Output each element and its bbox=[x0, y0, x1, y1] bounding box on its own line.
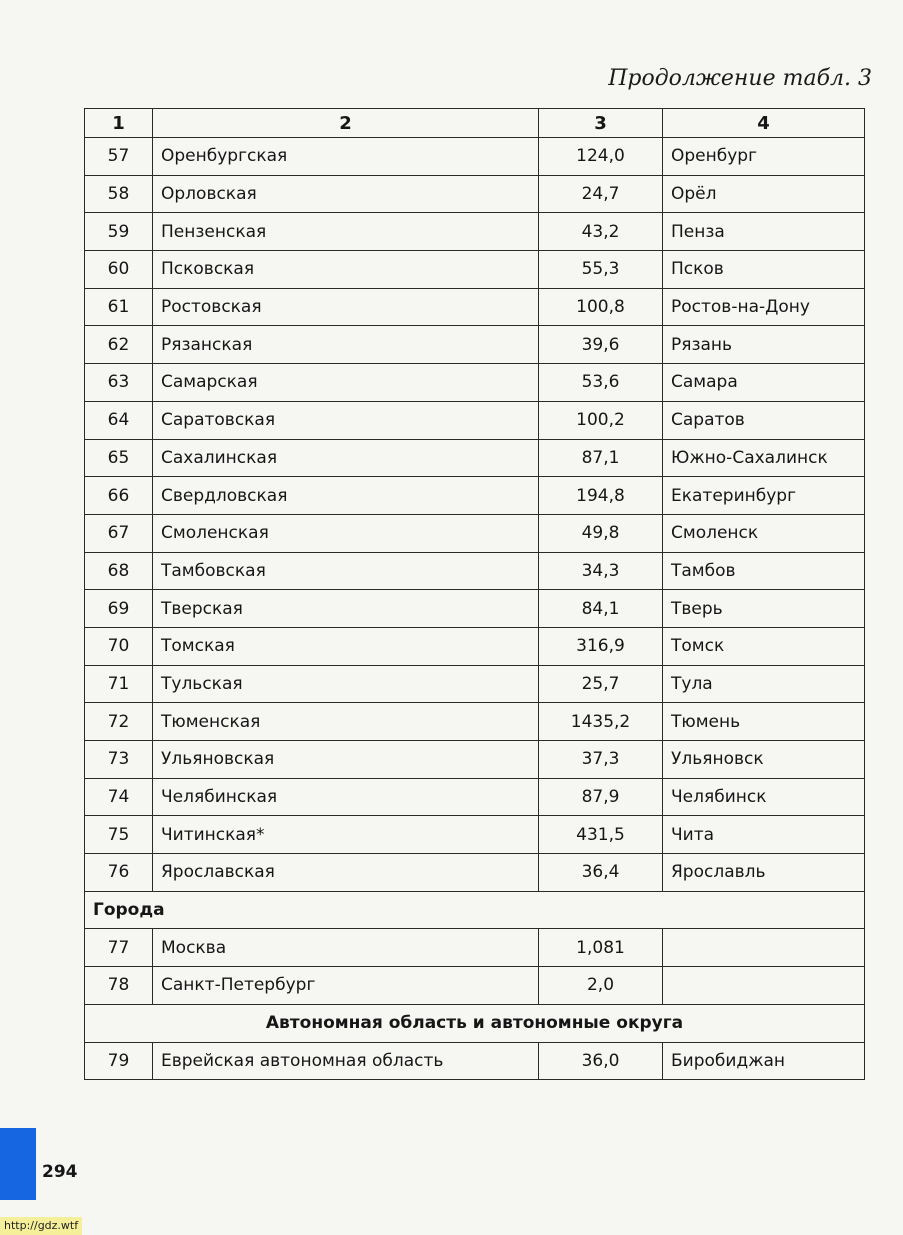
region-area: 1435,2 bbox=[539, 703, 663, 741]
region-name: Рязанская bbox=[153, 326, 539, 364]
row-number: 71 bbox=[85, 665, 153, 703]
region-area: 100,2 bbox=[539, 401, 663, 439]
table-row bbox=[85, 778, 865, 816]
region-capital: Биробиджан bbox=[663, 1042, 865, 1080]
region-area: 87,9 bbox=[539, 778, 663, 816]
region-capital: Томск bbox=[663, 627, 865, 665]
row-number: 70 bbox=[85, 627, 153, 665]
region-name: Тверская bbox=[153, 590, 539, 628]
region-capital: Челябинск bbox=[663, 778, 865, 816]
region-name: Саратовская bbox=[153, 401, 539, 439]
table-row bbox=[85, 552, 865, 590]
region-capital bbox=[663, 967, 865, 1005]
table-row bbox=[85, 665, 865, 703]
column-header-4: 4 bbox=[663, 109, 865, 138]
page-edge-tab bbox=[0, 1128, 36, 1200]
region-name: Тульская bbox=[153, 665, 539, 703]
row-number: 72 bbox=[85, 703, 153, 741]
table-row bbox=[85, 251, 865, 289]
region-name: Орловская bbox=[153, 175, 539, 213]
table-row bbox=[85, 627, 865, 665]
row-number: 63 bbox=[85, 364, 153, 402]
row-number: 60 bbox=[85, 251, 153, 289]
table-row bbox=[85, 741, 865, 779]
row-number: 62 bbox=[85, 326, 153, 364]
region-area: 124,0 bbox=[539, 138, 663, 176]
table-row bbox=[85, 967, 865, 1005]
region-area: 25,7 bbox=[539, 665, 663, 703]
region-capital: Тюмень bbox=[663, 703, 865, 741]
region-area: 1,081 bbox=[539, 929, 663, 967]
row-number: 57 bbox=[85, 138, 153, 176]
region-name: Пензенская bbox=[153, 213, 539, 251]
region-capital: Рязань bbox=[663, 326, 865, 364]
row-number: 79 bbox=[85, 1042, 153, 1080]
region-area: 316,9 bbox=[539, 627, 663, 665]
region-area: 53,6 bbox=[539, 364, 663, 402]
region-capital: Псков bbox=[663, 251, 865, 289]
table-row bbox=[85, 703, 865, 741]
region-capital: Пенза bbox=[663, 213, 865, 251]
table-row bbox=[85, 401, 865, 439]
region-name: Читинская* bbox=[153, 816, 539, 854]
table-row bbox=[85, 854, 865, 892]
section-row bbox=[85, 1004, 865, 1042]
region-name: Тамбовская bbox=[153, 552, 539, 590]
region-area: 100,8 bbox=[539, 288, 663, 326]
watermark-url: http://gdz.wtf bbox=[0, 1217, 82, 1235]
region-name: Ярославская bbox=[153, 854, 539, 892]
region-capital: Тамбов bbox=[663, 552, 865, 590]
table-row bbox=[85, 816, 865, 854]
region-area: 37,3 bbox=[539, 741, 663, 779]
page-number: 294 bbox=[42, 1162, 78, 1182]
region-capital: Тверь bbox=[663, 590, 865, 628]
column-header-3: 3 bbox=[539, 109, 663, 138]
region-area: 49,8 bbox=[539, 514, 663, 552]
region-name: Тюменская bbox=[153, 703, 539, 741]
region-capital: Смоленск bbox=[663, 514, 865, 552]
region-capital bbox=[663, 929, 865, 967]
table-row bbox=[85, 439, 865, 477]
header-row bbox=[85, 109, 865, 138]
section-row bbox=[85, 891, 865, 929]
regions-table bbox=[84, 108, 865, 1080]
region-area: 431,5 bbox=[539, 816, 663, 854]
table-row bbox=[85, 929, 865, 967]
table-continuation-title: Продолжение табл. 3 bbox=[608, 66, 872, 91]
region-area: 2,0 bbox=[539, 967, 663, 1005]
region-capital: Чита bbox=[663, 816, 865, 854]
table-row bbox=[85, 590, 865, 628]
region-area: 39,6 bbox=[539, 326, 663, 364]
region-name: Ростовская bbox=[153, 288, 539, 326]
region-capital: Саратов bbox=[663, 401, 865, 439]
table-row bbox=[85, 1042, 865, 1080]
section-heading-autonomous: Автономная область и автономные округа bbox=[85, 1004, 865, 1042]
region-name: Смоленская bbox=[153, 514, 539, 552]
row-number: 77 bbox=[85, 929, 153, 967]
table-row bbox=[85, 175, 865, 213]
region-name: Сахалинская bbox=[153, 439, 539, 477]
section-heading-cities: Города bbox=[85, 891, 865, 929]
region-name: Оренбургская bbox=[153, 138, 539, 176]
row-number: 59 bbox=[85, 213, 153, 251]
region-name: Санкт-Петербург bbox=[153, 967, 539, 1005]
region-name: Ульяновская bbox=[153, 741, 539, 779]
table-row bbox=[85, 364, 865, 402]
row-number: 75 bbox=[85, 816, 153, 854]
region-capital: Ярославль bbox=[663, 854, 865, 892]
row-number: 64 bbox=[85, 401, 153, 439]
region-area: 55,3 bbox=[539, 251, 663, 289]
table-row bbox=[85, 477, 865, 515]
row-number: 61 bbox=[85, 288, 153, 326]
row-number: 78 bbox=[85, 967, 153, 1005]
column-header-2: 2 bbox=[153, 109, 539, 138]
row-number: 58 bbox=[85, 175, 153, 213]
row-number: 74 bbox=[85, 778, 153, 816]
region-capital: Оренбург bbox=[663, 138, 865, 176]
region-area: 84,1 bbox=[539, 590, 663, 628]
region-area: 194,8 bbox=[539, 477, 663, 515]
region-area: 24,7 bbox=[539, 175, 663, 213]
row-number: 65 bbox=[85, 439, 153, 477]
row-number: 67 bbox=[85, 514, 153, 552]
region-area: 43,2 bbox=[539, 213, 663, 251]
region-area: 36,4 bbox=[539, 854, 663, 892]
region-capital: Орёл bbox=[663, 175, 865, 213]
row-number: 68 bbox=[85, 552, 153, 590]
row-number: 73 bbox=[85, 741, 153, 779]
region-area: 36,0 bbox=[539, 1042, 663, 1080]
region-name: Томская bbox=[153, 627, 539, 665]
region-name: Челябинская bbox=[153, 778, 539, 816]
region-capital: Южно-Сахалинск bbox=[663, 439, 865, 477]
region-capital: Ульяновск bbox=[663, 741, 865, 779]
table-row bbox=[85, 326, 865, 364]
row-number: 66 bbox=[85, 477, 153, 515]
region-capital: Самара bbox=[663, 364, 865, 402]
region-name: Самарская bbox=[153, 364, 539, 402]
region-capital: Ростов-на-Дону bbox=[663, 288, 865, 326]
table-row bbox=[85, 514, 865, 552]
region-name: Свердловская bbox=[153, 477, 539, 515]
region-area: 87,1 bbox=[539, 439, 663, 477]
table-body bbox=[85, 138, 865, 1080]
column-header-1: 1 bbox=[85, 109, 153, 138]
region-name: Москва bbox=[153, 929, 539, 967]
region-name: Еврейская автономная область bbox=[153, 1042, 539, 1080]
table-row bbox=[85, 288, 865, 326]
table-row bbox=[85, 138, 865, 176]
region-area: 34,3 bbox=[539, 552, 663, 590]
region-capital: Екатеринбург bbox=[663, 477, 865, 515]
row-number: 69 bbox=[85, 590, 153, 628]
region-name: Псковская bbox=[153, 251, 539, 289]
table-row bbox=[85, 213, 865, 251]
row-number: 76 bbox=[85, 854, 153, 892]
region-capital: Тула bbox=[663, 665, 865, 703]
